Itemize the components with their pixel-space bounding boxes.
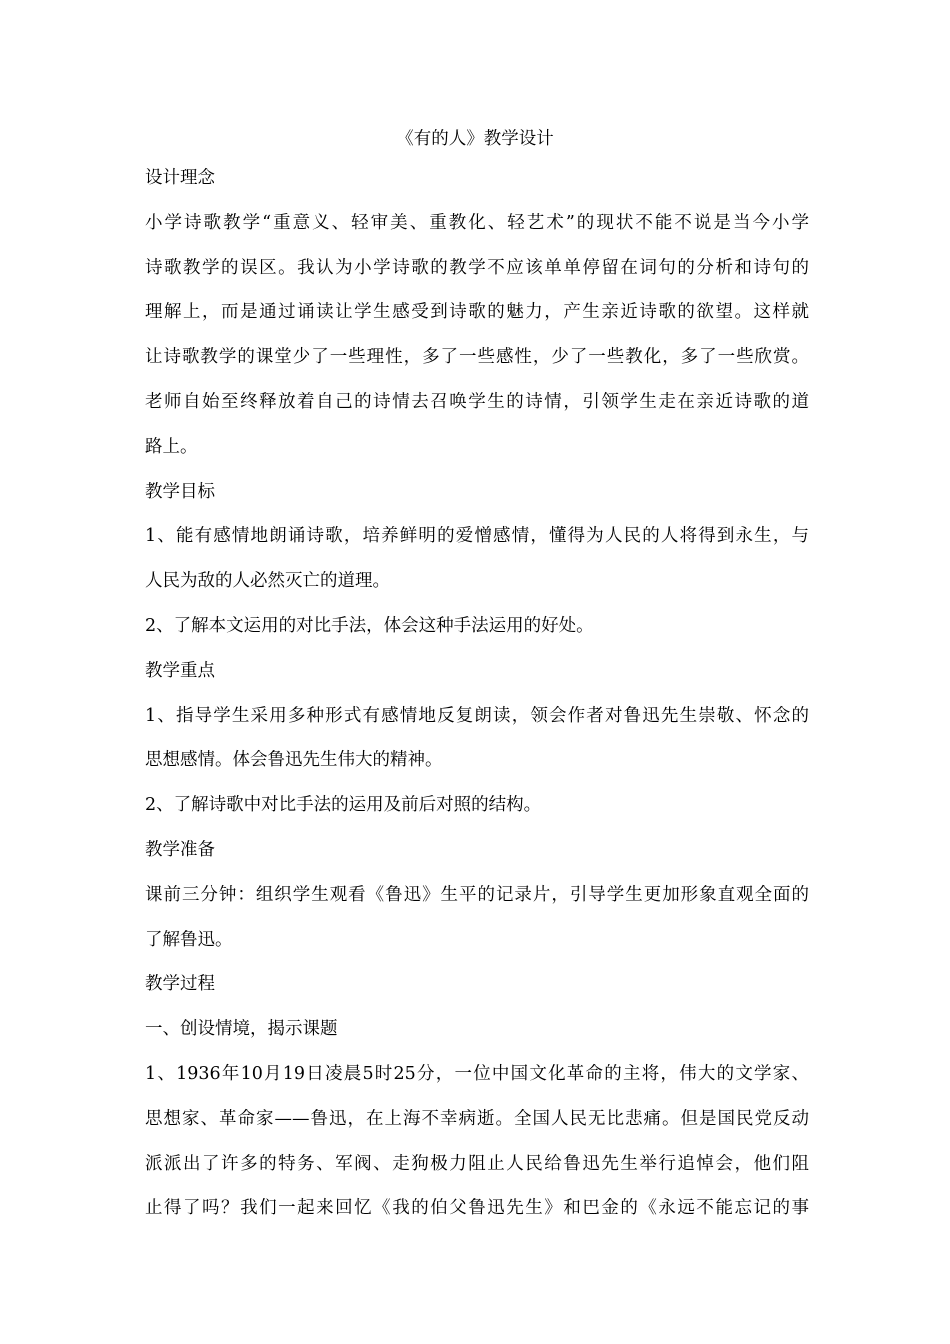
text-line: 路上。	[145, 436, 198, 457]
text-line: 诗歌教学的误区。我认为小学诗歌的教学不应该单单停留在词句的分析和诗句的	[145, 257, 809, 278]
document-body	[145, 163, 809, 1238]
text-line: 一、创设情境，揭示课题	[145, 1019, 338, 1040]
text-line: 派派出了许多的特务、军阀、走狗极力阻止人民给鲁迅先生举行追悼会，他们阻	[145, 1153, 809, 1174]
text-line: 止得了吗？我们一起来回忆《我的伯父鲁迅先生》和巴金的《永远不能忘记的事	[145, 1198, 809, 1219]
text-line: 思想家、革命家——鲁迅，在上海不幸病逝。全国人民无比悲痛。但是国民党反动	[145, 1108, 809, 1129]
text-line: 老师自始至终释放着自己的诗情去召唤学生的诗情，引领学生走在亲近诗歌的道	[145, 391, 809, 412]
text-line: 课前三分钟：组织学生观看《鲁迅》生平的记录片，引导学生更加形象直观全面的	[145, 884, 809, 905]
document-title: 《有的人》教学设计	[396, 129, 554, 149]
text-line: 让诗歌教学的课堂少了一些理性，多了一些感性，少了一些教化，多了一些欣赏。	[145, 347, 809, 368]
text-line: 1、指导学生采用多种形式有感情地反复朗读，领会作者对鲁迅先生崇敬、怀念的	[145, 705, 809, 726]
text-line: 2、了解本文运用的对比手法，体会这种手法运用的好处。	[145, 615, 594, 636]
text-line: 思想感情。体会鲁迅先生伟大的精神。	[145, 750, 443, 771]
text-line: 教学目标	[145, 481, 215, 502]
text-line: 教学重点	[145, 660, 215, 681]
text-line: 教学准备	[145, 839, 215, 860]
text-line: 小学诗歌教学“重意义、轻审美、重教化、轻艺术”的现状不能不说是当今小学	[145, 212, 809, 233]
text-line: 2、了解诗歌中对比手法的运用及前后对照的结构。	[145, 795, 542, 816]
text-line: 1、1936年10月19日凌晨5时25分，一位中国文化革命的主将，伟大的文学家、	[145, 1063, 809, 1084]
text-line: 教学过程	[145, 974, 215, 995]
text-line: 了解鲁迅。	[145, 929, 233, 950]
text-line: 设计理念	[145, 168, 215, 188]
text-line: 理解上，而是通过诵读让学生感受到诗歌的魅力，产生亲近诗歌的欲望。这样就	[145, 302, 809, 323]
text-line: 人民为敌的人必然灭亡的道理。	[145, 571, 390, 592]
text-line: 1、能有感情地朗诵诗歌，培养鲜明的爱憎感情，懂得为人民的人将得到永生，与	[145, 526, 809, 547]
